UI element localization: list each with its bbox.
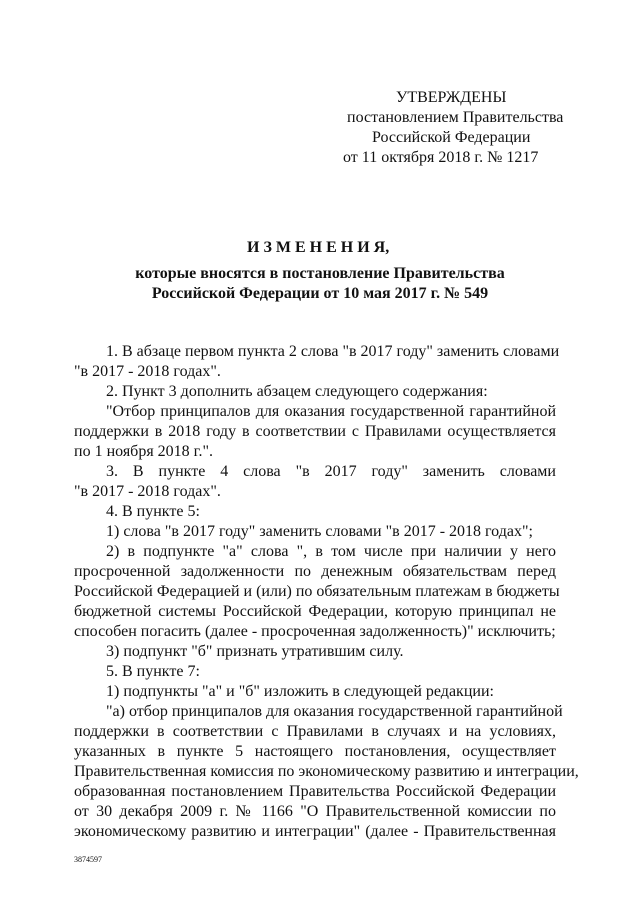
paragraph-line: "в 2017 - 2018 годах". (74, 483, 221, 500)
paragraph-line: экономическому развитию и интеграции" (далее - Правительственная (74, 823, 556, 840)
paragraph-line: "в 2017 - 2018 годах". (74, 363, 221, 380)
paragraph-line: 5. В пункте 7: (106, 663, 200, 680)
document-subtitle: Российской Федерации от 10 мая 2017 г. № 549 (151, 285, 489, 302)
document-title: И З М Е Н Е Н И Я, (247, 239, 390, 256)
approval-line: постановлением Правительства (347, 109, 564, 126)
paragraph-line: 2. Пункт 3 дополнить абзацем следующего содержания: (106, 383, 488, 400)
paragraph-line: 1) подпункты "а" и "б" изложить в следующей редакции: (106, 683, 494, 700)
document-subtitle: которые вносятся в постановление Правительства (135, 265, 505, 282)
paragraph-line: указанных в пункте 5 настоящего постановления, осуществляет (74, 743, 556, 760)
paragraph-line: Правительственная комиссия по экономическому развитию и интеграции, (74, 763, 579, 780)
approval-line: Российской Федерации (372, 129, 531, 146)
paragraph-line: способен погасить (далее - просроченная задолженность)" исключить; (74, 623, 556, 640)
paragraph-line: по 1 ноября 2018 г.". (74, 443, 213, 460)
paragraph-line: поддержки в 2018 году в соответствии с Правилами осуществляется (74, 423, 556, 440)
paragraph-line: 1) слова "в 2017 году" заменить словами "в 2017 - 2018 годах"; (106, 523, 533, 540)
paragraph-line: 1. В абзаце первом пункта 2 слова "в 2017 году" заменить словами (106, 343, 560, 360)
paragraph-line: "Отбор принципалов для оказания государственной гарантийной (106, 403, 556, 420)
paragraph-line: 4. В пункте 5: (106, 503, 200, 520)
paragraph-line: 3. В пункте 4 слова "в 2017 году" заменить словами (106, 463, 556, 480)
paragraph-line: просроченной задолженности по денежным обязательствам перед (74, 563, 556, 580)
document-id: 3874597 (74, 855, 102, 864)
paragraph-line: от 30 декабря 2009 г. № 1166 "О Правительственной комиссии по (74, 803, 556, 820)
approval-date-number: от 11 октября 2018 г. № 1217 (343, 149, 539, 166)
paragraph-line: бюджетной системы Российской Федерации, которую принципал не (74, 603, 556, 620)
paragraph-line: образованная постановлением Правительства Российской Федерации (74, 783, 556, 800)
paragraph-line: Российской Федерацией и (или) по обязательным платежам в бюджеты (74, 583, 560, 600)
paragraph-line: "а) отбор принципалов для оказания государственной гарантийной (106, 703, 563, 720)
approval-title: УТВЕРЖДЕНЫ (396, 89, 507, 106)
paragraph-line: поддержки в соответствии с Правилами в случаях и на условиях, (74, 723, 556, 740)
paragraph-line: 2) в подпункте "а" слова ", в том числе при наличии у него (106, 543, 556, 560)
paragraph-line: 3) подпункт "б" признать утратившим силу. (106, 643, 404, 660)
